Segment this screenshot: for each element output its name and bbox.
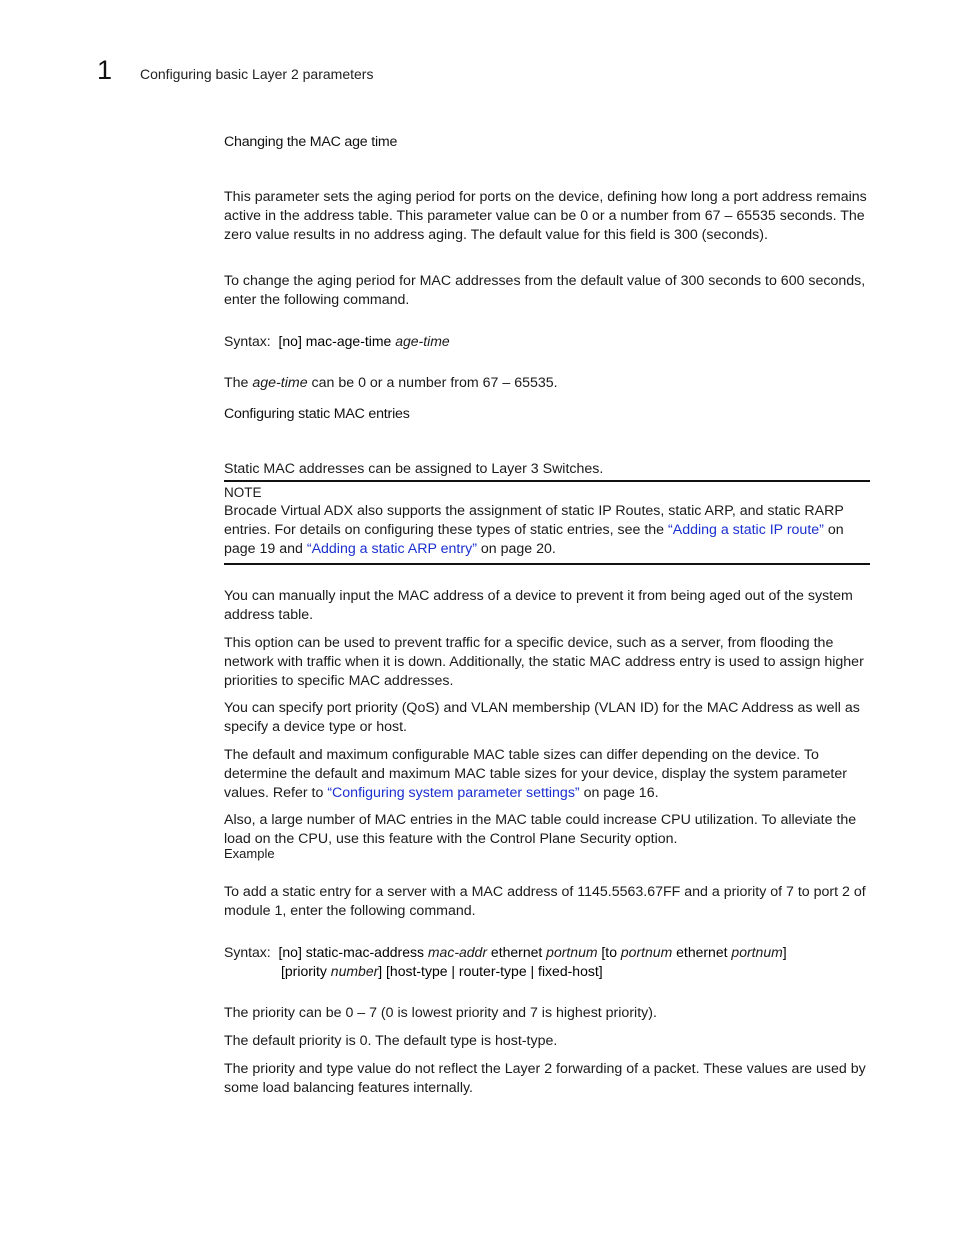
syntax-keyword: ] [host-type | router-type | fixed-host] (378, 963, 603, 979)
syntax-line (224, 943, 870, 962)
text: on page 16. (579, 784, 659, 801)
text: The (224, 375, 253, 392)
syntax-label: Syntax: (224, 333, 271, 349)
running-header: Configuring basic Layer 2 parameters (140, 66, 374, 82)
argument-text: age-time (252, 375, 308, 392)
link-static-ip-route[interactable]: “Adding a static IP route” (668, 521, 824, 538)
paragraph: Static MAC addresses can be assigned to Layer 3 Switches. (224, 461, 604, 478)
note-title: NOTE (224, 485, 262, 500)
paragraph: This parameter sets the aging period for ports on the device, defining how long a port address remains active in the address table. This parameter value can be 0 or a number from 67 – 65535 seconds. The zero value results in no address aging. The default value for this field is 300 (seconds). (224, 189, 867, 243)
syntax-mac-age-time (224, 332, 870, 351)
syntax-keyword: ethernet (490, 944, 543, 960)
text: The default and maximum configurable MAC table sizes can differ depending on the device. To determine the default and maximum MAC table sizes for your device, display the system parameter values. Refer to (224, 747, 847, 801)
link-system-parameter-settings[interactable]: “Configuring system parameter settings” (327, 784, 580, 801)
link-static-arp-entry[interactable]: “Adding a static ARP entry” (306, 540, 477, 557)
syntax-static-mac-address (224, 943, 870, 981)
text: can be 0 or a number from 67 – 65535. (307, 375, 558, 392)
syntax-command: [no] static-mac-address (278, 944, 424, 960)
syntax-keyword: ethernet (676, 944, 728, 960)
paragraph: You can manually input the MAC address of a device to prevent it from being aged out of the system address table. (224, 588, 853, 623)
paragraph (224, 374, 870, 393)
syntax-line (224, 962, 870, 981)
syntax-argument: portnum (546, 944, 598, 960)
note-text (224, 502, 870, 558)
paragraph: Also, a large number of MAC entries in the MAC table could increase CPU utilization. To alleviate the load on the CPU, use this feature with the Control Plane Security option. (224, 812, 857, 847)
paragraph: The priority and type value do not reflect the Layer 2 forwarding of a packet. These values are used by some load balancing features internally. (224, 1061, 866, 1096)
section-heading-static-mac: Configuring static MAC entries (224, 406, 410, 422)
text: on page 19 and (224, 521, 844, 557)
section-heading-mac-age-time: Changing the MAC age time (224, 134, 398, 150)
syntax-command: [no] mac-age-time (278, 333, 392, 349)
syntax-argument: age-time (395, 333, 450, 349)
paragraph: You can specify port priority (QoS) and VLAN membership (VLAN ID) for the MAC Address as well as specify a device type or host. (224, 700, 860, 735)
paragraph: The priority can be 0 – 7 (0 is lowest priority and 7 is highest priority). (224, 1005, 657, 1022)
paragraph: To change the aging period for MAC addresses from the default value of 300 seconds to 600 seconds, enter the following command. (224, 273, 866, 308)
syntax-keyword: [to (601, 944, 617, 960)
syntax-label: Syntax: (224, 944, 271, 960)
text: Brocade Virtual ADX also supports the assignment of static IP Routes, static ARP, and static RARP entries. For details on configuring these types of static entries, see the (224, 503, 844, 538)
paragraph: This option can be used to prevent traffic for a specific device, such as a server, from flooding the network with traffic when it is down. Additionally, the static MAC address entry is used to assign higher priorities to specific MAC addresses. (224, 635, 864, 689)
syntax-keyword: [priority (281, 963, 327, 979)
syntax-argument: portnum (620, 944, 673, 960)
syntax-argument: portnum (731, 944, 783, 960)
example-label: Example (224, 846, 275, 861)
text: on page 20. (476, 540, 556, 557)
note-box (224, 480, 870, 565)
paragraph (224, 746, 870, 802)
paragraph: The default priority is 0. The default type is host-type. (224, 1033, 558, 1050)
chapter-number: 1 (97, 55, 113, 85)
syntax-keyword: ] (782, 944, 787, 960)
paragraph: To add a static entry for a server with a MAC address of 1145.5563.67FF and a priority of 7 to port 2 of module 1, enter the following command. (224, 884, 866, 919)
syntax-argument: number (330, 963, 379, 979)
syntax-argument: mac-addr (427, 944, 488, 960)
